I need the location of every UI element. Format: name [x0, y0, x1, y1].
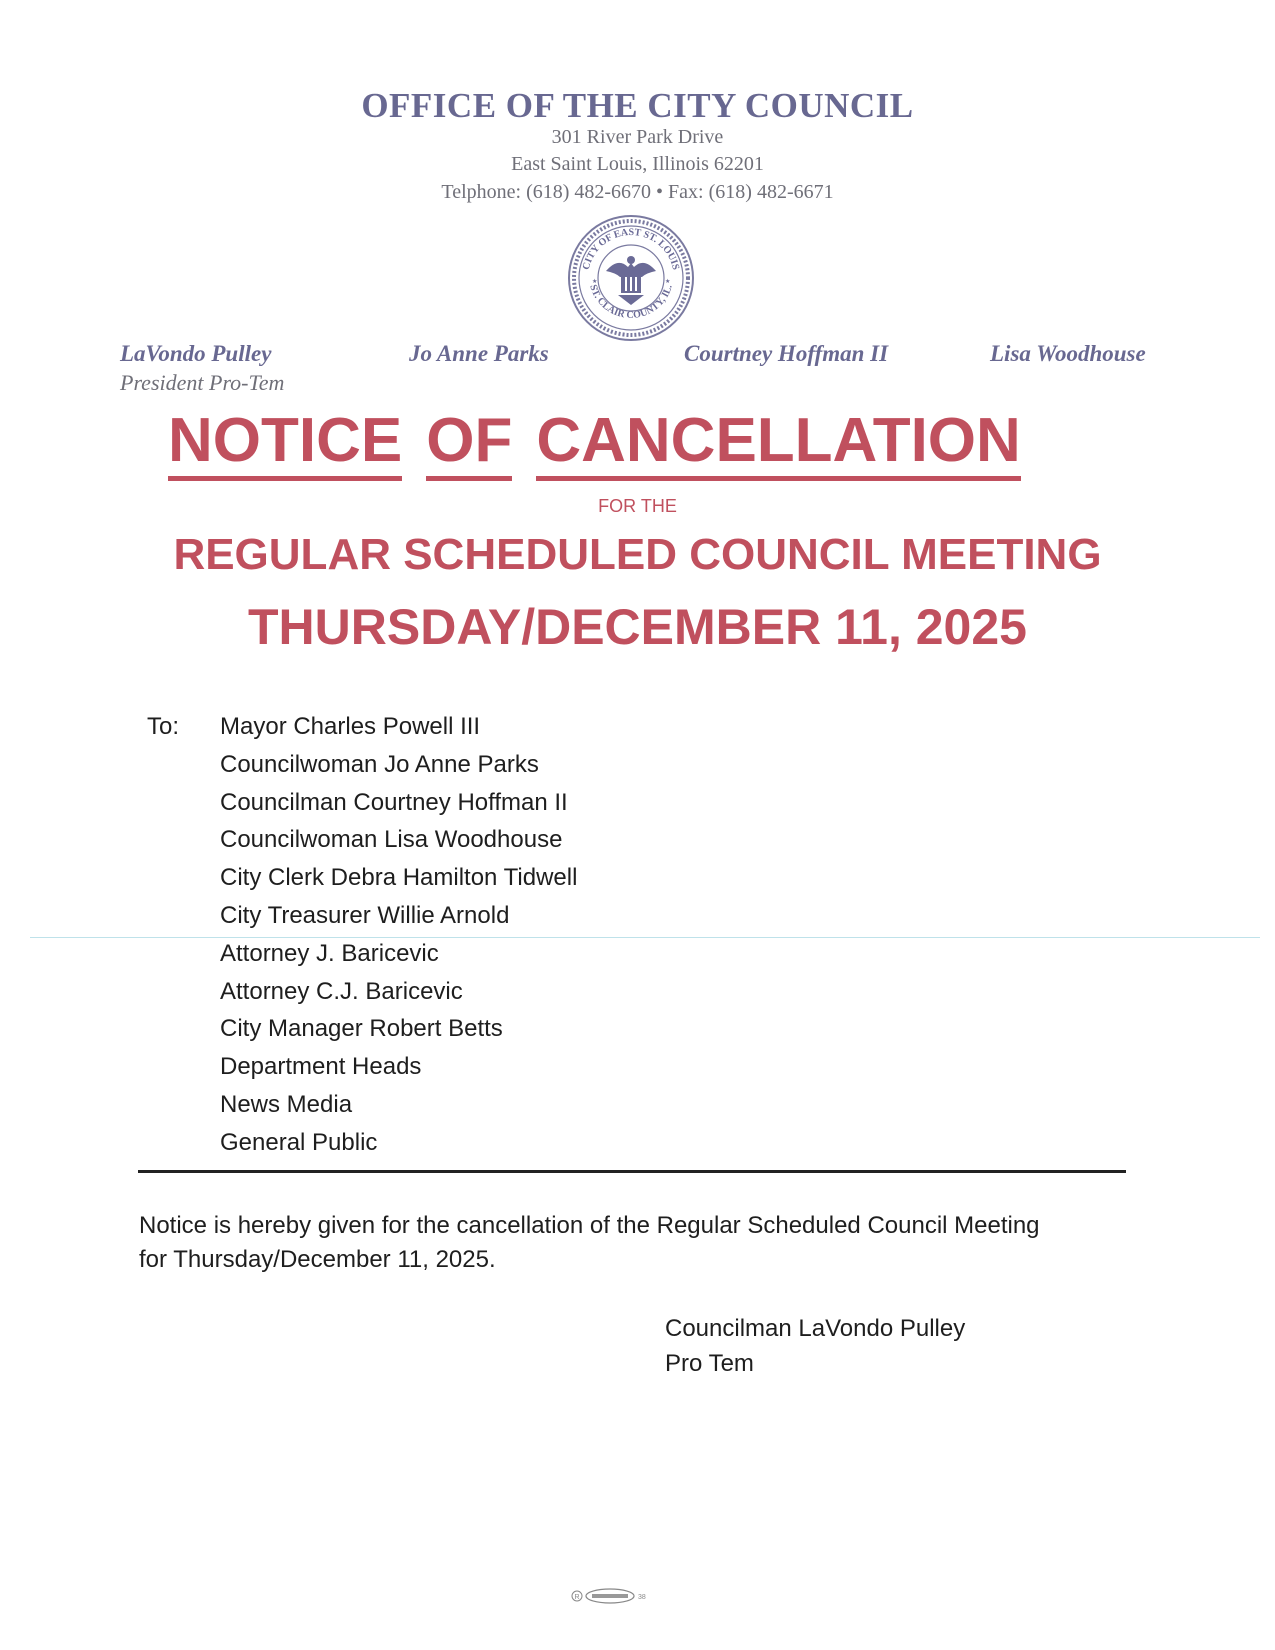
recipient-item: Councilwoman Jo Anne Parks — [220, 751, 539, 778]
council-member-name: LaVondo Pulley — [120, 341, 272, 366]
recipient-item: Councilman Courtney Hoffman II — [220, 789, 568, 816]
notice-body: Notice is hereby given for the cancellation of the Regular Scheduled Council Meeting for Thursday/December 11, 2025. — [139, 1212, 1040, 1273]
recipient-item: Attorney C.J. Baricevic — [220, 978, 463, 1005]
recipient-item: Councilwoman Lisa Woodhouse — [220, 826, 563, 853]
union-bug-icon — [570, 1587, 660, 1605]
recipient-item: News Media — [220, 1091, 353, 1118]
recipient-item: Attorney J. Baricevic — [220, 940, 439, 967]
section-divider — [138, 1170, 1126, 1173]
council-member-role: President Pro-Tem — [120, 370, 285, 395]
recipient-item: City Treasurer Willie Arnold — [220, 902, 510, 929]
notice-title-word: OF — [426, 406, 512, 481]
for-the-label: FOR THE — [598, 496, 677, 516]
signature-name: Councilman LaVondo Pulley — [665, 1315, 966, 1342]
scan-artifact-line — [30, 937, 1260, 938]
city-seal-icon — [566, 213, 696, 343]
meeting-date: THURSDAY/DECEMBER 11, 2025 — [248, 599, 1027, 655]
seal-bottom-text: ST. CLAIR COUNTY, IL. — [587, 283, 675, 321]
union-bug-number: 38 — [638, 1594, 646, 1601]
council-member-name: Lisa Woodhouse — [990, 341, 1146, 366]
address-line-street: 301 River Park Drive — [551, 126, 724, 148]
recipient-item: Mayor Charles Powell III — [220, 713, 481, 740]
notice-title-word: CANCELLATION — [536, 406, 1020, 481]
meeting-title: REGULAR SCHEDULED COUNCIL MEETING — [173, 530, 1102, 579]
council-member-name: Jo Anne Parks — [409, 341, 549, 366]
recipient-item: City Clerk Debra Hamilton Tidwell — [220, 864, 578, 891]
svg-text:★: ★ — [592, 279, 598, 285]
council-member-name: Courtney Hoffman II — [684, 341, 889, 366]
address-line-city: East Saint Louis, Illinois 62201 — [511, 153, 764, 175]
seal-top-text: CITY OF EAST ST. LOUIS — [580, 226, 682, 272]
office-title: OFFICE OF THE CITY COUNCIL — [361, 86, 914, 125]
notice-title-word: NOTICE — [168, 406, 402, 481]
recipient-item: City Manager Robert Betts — [220, 1015, 503, 1042]
svg-text:★: ★ — [665, 279, 671, 285]
to-label: To: — [147, 713, 180, 740]
notice-title — [168, 406, 1021, 481]
signature-title: Pro Tem — [665, 1350, 754, 1377]
recipient-item: General Public — [220, 1129, 378, 1156]
recipient-item: Department Heads — [220, 1053, 422, 1080]
contact-line: Telphone: (618) 482-6670 • Fax: (618) 482-6671 — [441, 181, 834, 203]
svg-text:R: R — [574, 1594, 580, 1601]
